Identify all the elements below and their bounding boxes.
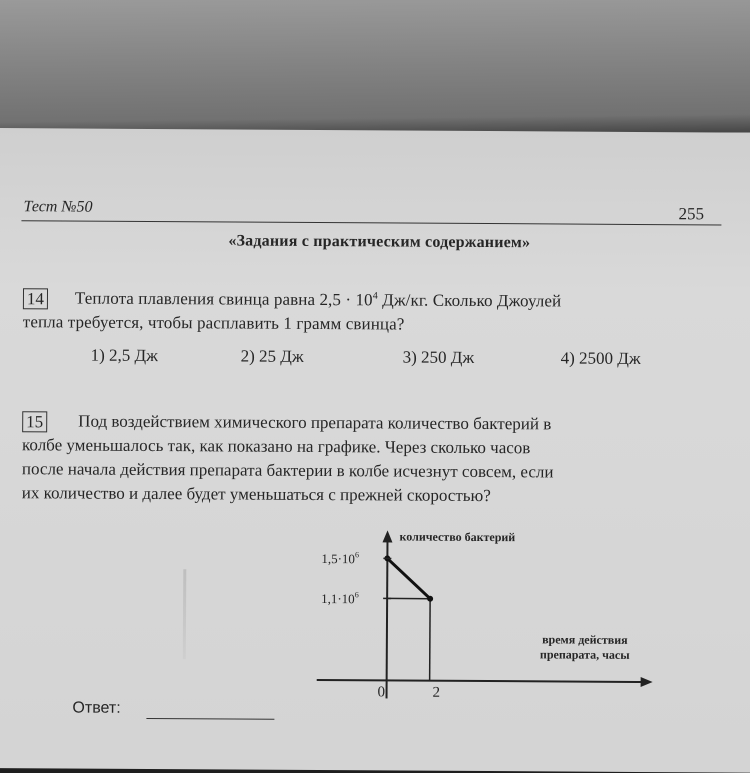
question-14-line-2: тепла требуется, чтобы расплавить 1 грамм свинца? — [23, 312, 405, 334]
question-15-number — [22, 411, 47, 432]
section-title: «Задания с практическим содержанием» — [0, 231, 750, 254]
answer-option-3: 3) 250 Дж — [403, 348, 475, 368]
question-15-line-3: после начала действия препарата бактерии в колбе исчезнут совсем, если — [22, 459, 554, 482]
series-line — [387, 558, 430, 598]
page-number: 255 — [678, 204, 704, 224]
y-tick-label: $1,1\cdot 10^6$ — [321, 590, 359, 606]
x-axis-arrow-icon — [641, 677, 653, 687]
question-14-number — [23, 288, 48, 309]
question-number-box: 14 — [23, 288, 48, 309]
header-rule — [21, 220, 721, 225]
answer-option-2: 2) 25 Дж — [241, 347, 304, 367]
running-head: Тест №50 — [23, 198, 92, 216]
x-tick-label: 2 — [433, 685, 441, 701]
x-axis-label-line-1: время действия — [542, 632, 628, 647]
question-14-line-1 — [75, 289, 561, 312]
x-tick-label: 0 — [378, 684, 386, 700]
guide-vertical — [430, 599, 431, 681]
answer-option-1: 1) 2,5 Дж — [91, 346, 158, 366]
question-14-text-part: Дж/кг. Сколько Джоулей — [378, 290, 562, 310]
x-axis-label-line-2: препарата, часы — [540, 647, 630, 662]
y-axis-arrow-icon — [382, 530, 392, 542]
y-axis-label: количество бактерий — [399, 530, 515, 544]
y-tick-label: $1,5\cdot 10^6$ — [321, 550, 359, 566]
y-tick-label-exponent: 6 — [355, 550, 359, 559]
book-page — [0, 128, 750, 773]
bacteria-graph — [317, 530, 658, 702]
answer-input-line[interactable] — [146, 718, 274, 720]
answer-label: Ответ: — [72, 700, 120, 718]
question-15-line-2: колбе уменьшалось так, как показано на графике. Через сколько часов — [22, 435, 530, 458]
question-15-line-1: Под воздействием химического препарата количество бактерий в — [78, 412, 551, 435]
question-15-line-4: их количество и далее будет уменьшаться с прежней скоростью? — [22, 483, 491, 506]
question-number-box: 15 — [22, 411, 47, 432]
x-axis — [317, 680, 649, 682]
question-14-exponent: 4 — [373, 291, 378, 302]
answer-option-4: 4) 2500 Дж — [561, 348, 641, 368]
y-tick-label-exponent: 6 — [355, 590, 359, 599]
data-point — [427, 596, 433, 602]
pencil-mark — [183, 569, 187, 659]
question-14-text-part: Теплота плавления свинца равна 2,5 · 10 — [75, 289, 373, 310]
